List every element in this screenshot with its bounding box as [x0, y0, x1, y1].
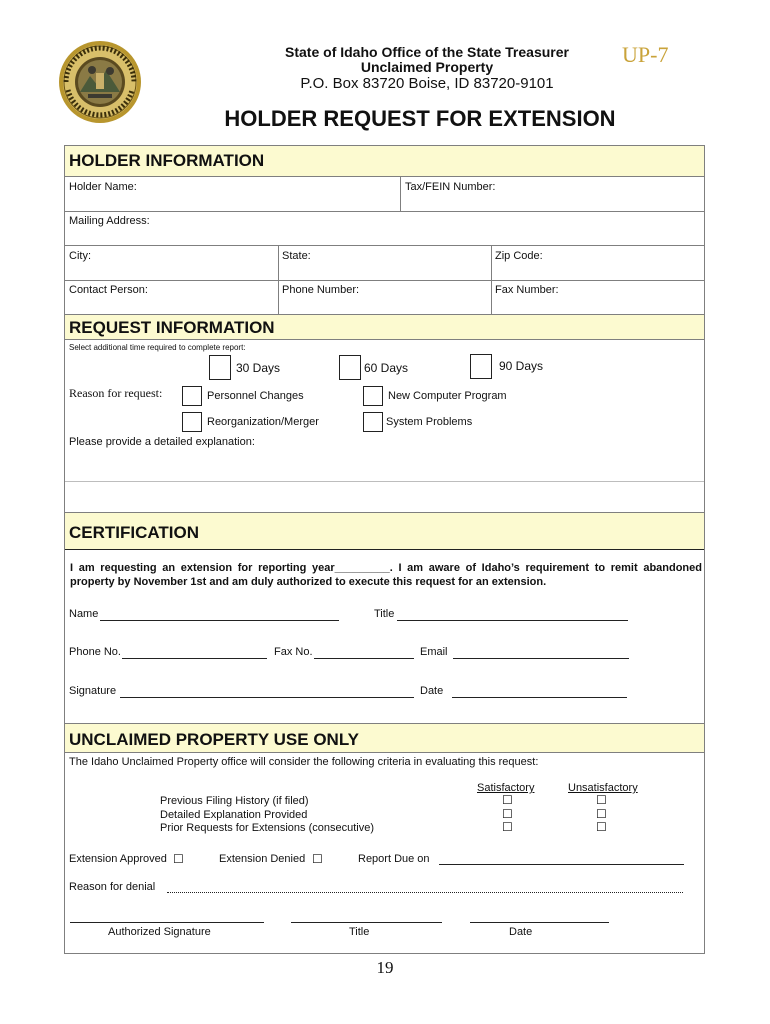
auth-title-line[interactable]: [291, 922, 442, 923]
label-60-days: 60 Days: [364, 361, 409, 375]
cert-phone-label: Phone No.: [69, 646, 121, 658]
sat-checkbox-2[interactable]: ☐: [502, 807, 513, 821]
tax-fein-label: Tax/FEIN Number:: [405, 181, 496, 193]
unsat-checkbox-3[interactable]: ☐: [596, 820, 607, 834]
cert-phone-line[interactable]: [122, 658, 267, 659]
extension-approved-checkbox[interactable]: ☐: [173, 852, 184, 866]
state-seal: [58, 40, 142, 124]
cert-fax-line[interactable]: [314, 658, 414, 659]
cert-date-label: Date: [420, 685, 444, 697]
page-number: 19: [376, 958, 394, 977]
unsat-checkbox-1[interactable]: ☐: [596, 793, 607, 807]
cert-title-line[interactable]: [397, 620, 628, 621]
fax-number-label: Fax Number:: [495, 284, 559, 296]
label-system-problems: System Problems: [386, 416, 473, 428]
checkbox-reorganization-merger[interactable]: [182, 412, 202, 432]
cert-signature-line[interactable]: [120, 697, 414, 698]
sat-checkbox-3[interactable]: ☐: [502, 820, 513, 834]
checkbox-60-days[interactable]: [339, 355, 361, 380]
auth-date-label: Date: [509, 926, 533, 938]
cert-name-label: Name: [69, 608, 99, 620]
holder-name-label: Holder Name:: [69, 181, 137, 193]
label-personnel-changes: Personnel Changes: [207, 390, 304, 402]
auth-title-label: Title: [349, 926, 370, 938]
reason-denial-line[interactable]: [167, 892, 683, 893]
auth-signature-line[interactable]: [70, 922, 264, 923]
cert-signature-label: Signature: [69, 685, 117, 697]
report-due-line[interactable]: [439, 864, 684, 865]
mailing-address-label: Mailing Address:: [69, 215, 150, 227]
certification-statement: I am requesting an extension for reporting year_________. I am aware of Idaho’s requirement to remit abandoned property by November 1st and am duly authorized to execute this request for an extension.: [70, 562, 702, 588]
extension-denied-label: Extension Denied: [219, 853, 306, 865]
label-new-computer-program: New Computer Program: [388, 390, 507, 402]
state-label: State:: [282, 250, 311, 262]
city-label: City:: [69, 250, 91, 262]
time-instruction: Select additional time required to complete report:: [69, 343, 246, 352]
report-due-label: Report Due on: [358, 853, 430, 865]
header-address: P.O. Box 83720 Boise, ID 83720-9101: [300, 75, 554, 92]
col-unsatisfactory: Unsatisfactory: [568, 782, 638, 794]
cert-date-line[interactable]: [452, 697, 627, 698]
cert-title-label: Title: [374, 608, 395, 620]
phone-number-label: Phone Number:: [282, 284, 360, 296]
extension-denied-checkbox[interactable]: ☐: [312, 852, 323, 866]
criterion-prior-requests: Prior Requests for Extensions (consecutive): [160, 822, 374, 834]
cert-email-line[interactable]: [453, 658, 629, 659]
checkbox-new-computer-program[interactable]: [363, 386, 383, 406]
sat-checkbox-1[interactable]: ☐: [502, 793, 513, 807]
cert-fax-label: Fax No.: [274, 646, 313, 658]
label-90-days: 90 Days: [499, 359, 544, 373]
form-number: UP-7: [622, 42, 669, 67]
checkbox-system-problems[interactable]: [363, 412, 383, 432]
label-30-days: 30 Days: [236, 361, 281, 375]
zip-code-label: Zip Code:: [495, 250, 543, 262]
header-division: Unclaimed Property: [360, 59, 494, 75]
reason-denial-label: Reason for denial: [69, 881, 156, 893]
contact-person-label: Contact Person:: [69, 284, 148, 296]
criterion-detailed-explanation: Detailed Explanation Provided: [160, 809, 308, 821]
reason-for-request-label: Reason for request:: [69, 386, 163, 400]
criterion-filing-history: Previous Filing History (if filed): [160, 795, 309, 807]
label-reorganization-merger: Reorganization/Merger: [207, 416, 319, 428]
form-container: [64, 145, 705, 954]
explanation-label: Please provide a detailed explanation:: [69, 436, 255, 448]
auth-date-line[interactable]: [470, 922, 609, 923]
col-satisfactory: Satisfactory: [477, 782, 535, 794]
header-agency: State of Idaho Office of the State Treasurer: [285, 44, 569, 60]
office-use-heading: UNCLAIMED PROPERTY USE ONLY: [65, 723, 704, 753]
cert-name-line[interactable]: [100, 620, 339, 621]
holder-information-heading: HOLDER INFORMATION: [65, 146, 704, 177]
page-title: HOLDER REQUEST FOR EXTENSION: [224, 106, 616, 131]
certification-heading: CERTIFICATION: [65, 512, 704, 550]
unsat-checkbox-2[interactable]: ☐: [596, 807, 607, 821]
request-information-heading: REQUEST INFORMATION: [65, 314, 704, 340]
auth-signature-label: Authorized Signature: [108, 926, 211, 938]
office-intro: The Idaho Unclaimed Property office will consider the following criteria in evaluating this request:: [69, 756, 539, 768]
cert-email-label: Email: [420, 646, 448, 658]
checkbox-personnel-changes[interactable]: [182, 386, 202, 406]
checkbox-90-days[interactable]: [470, 354, 492, 379]
extension-approved-label: Extension Approved: [69, 853, 167, 865]
checkbox-30-days[interactable]: [209, 355, 231, 380]
